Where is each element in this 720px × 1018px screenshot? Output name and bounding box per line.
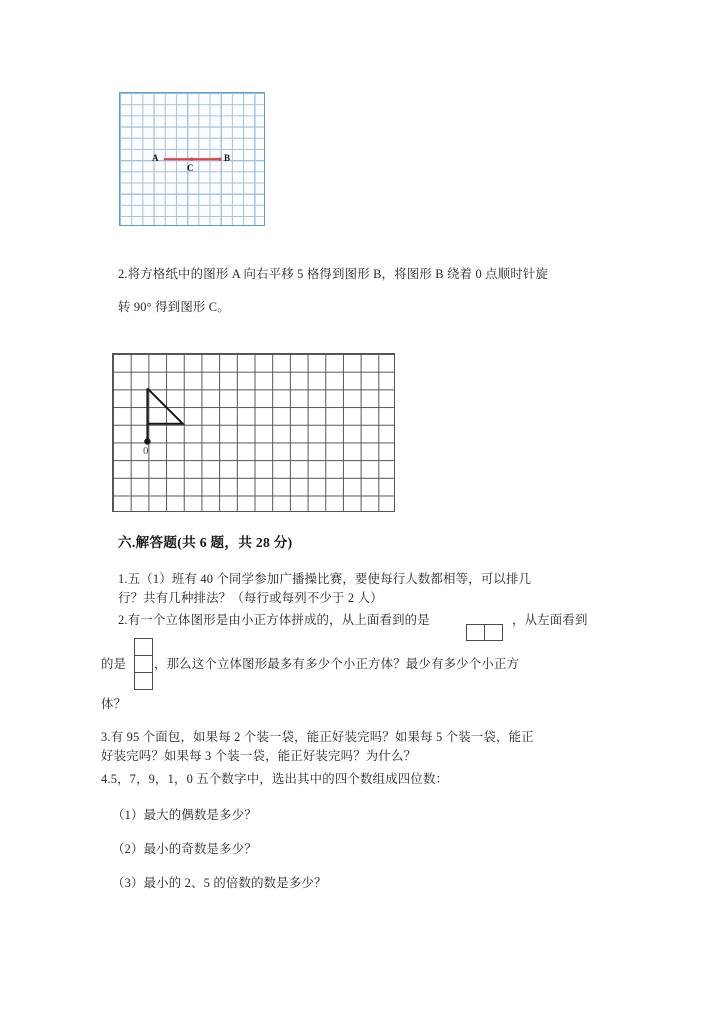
question-2-part-1: 2.有一个立体图形是由小正方体拼成的，从上面看到的是 bbox=[118, 613, 430, 627]
question-2-part-3: 的是 bbox=[101, 657, 127, 671]
segment-ab-overlay bbox=[119, 92, 265, 226]
shape-cell bbox=[466, 624, 485, 641]
question-3-line-2: 好装完吗？如果每 3 个装一袋，能正好装完吗？为什么？ bbox=[101, 749, 417, 763]
shape-top-view bbox=[466, 624, 503, 641]
shape-cell bbox=[134, 672, 153, 690]
point-b-dot bbox=[218, 158, 221, 161]
point-o-label: 0 bbox=[143, 445, 149, 457]
point-b-label: B bbox=[224, 153, 231, 163]
shape-cell bbox=[484, 624, 503, 641]
point-o-dot bbox=[144, 438, 150, 444]
figure-grid-segment-ab bbox=[119, 92, 265, 226]
question-4-sub-3: （3）最小的 2、5 的倍数的数是多少？ bbox=[112, 876, 327, 890]
question-1-line-2: 行？共有几种排法？（每行或每列不少于 2 人） bbox=[118, 591, 383, 605]
question-3-line-1: 3.有 95 个面包，如果每 2 个装一袋，能正好装完吗？如果每 5 个装一袋，能正 bbox=[101, 730, 534, 744]
triangle-overlay bbox=[112, 353, 395, 512]
question-2-stem-line-2: 转 90° 得到图形 C。 bbox=[118, 300, 230, 314]
point-a-label: A bbox=[152, 153, 159, 163]
point-c-dot bbox=[190, 158, 193, 161]
triangle-shape bbox=[147, 388, 182, 423]
question-4-stem: 4.5，7，9，1，0 五个数字中，选出其中的四个数组成四位数： bbox=[101, 772, 449, 786]
question-1-line-1: 1.五（1）班有 40 个同学参加广播操比赛，要使每行人数都相等，可以排几 bbox=[118, 572, 532, 586]
question-2-part-5: 体？ bbox=[101, 697, 127, 711]
shape-cell bbox=[134, 638, 153, 656]
figure-grid-triangle bbox=[112, 353, 395, 512]
question-2-part-2: ，从左面看到 bbox=[512, 613, 588, 627]
point-c-label: C bbox=[187, 163, 194, 173]
shape-cell bbox=[134, 655, 153, 673]
question-4-sub-1: （1）最大的偶数是多少？ bbox=[112, 808, 257, 822]
question-4-sub-2: （2）最小的奇数是多少？ bbox=[112, 842, 257, 856]
question-2-part-4: ，那么这个立体图形最多有多少个小正方体？最少有多少个小正方 bbox=[154, 657, 520, 671]
question-2-stem-line-1: 2.将方格纸中的图形 A 向右平移 5 格得到图形 B，将图形 B 绕着 0 点顺时针旋 bbox=[118, 267, 549, 281]
section-heading: 六.解答题(共 6 题，共 28 分) bbox=[118, 535, 293, 550]
shape-left-view bbox=[134, 638, 153, 690]
